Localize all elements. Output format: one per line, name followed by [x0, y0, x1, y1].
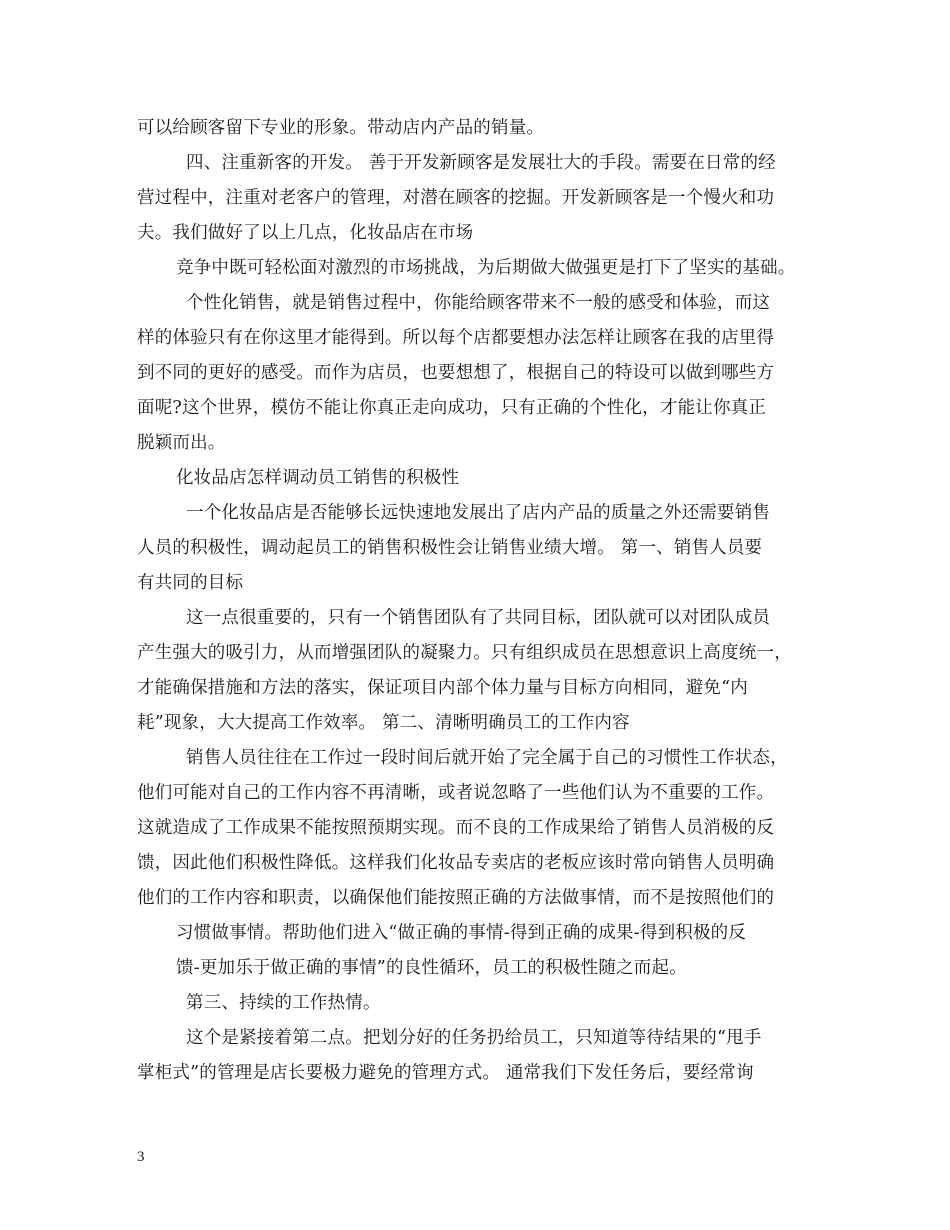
- text-line: 这一点很重要的，只有一个销售团队有了共同目标，团队就可以对团队成员: [186, 608, 771, 628]
- text-line: 脱颖而出。: [137, 433, 226, 453]
- text-line: 习惯做事情。帮助他们进入“做正确的事情-得到正确的成果-得到积极的反: [176, 923, 747, 943]
- text-line: 一个化妆品店是否能够长远快速地发展出了店内产品的质量之外还需要销售: [186, 503, 771, 523]
- text-line: 样的体验只有在你这里才能得到。所以每个店都要想办法怎样让顾客在我的店里得: [137, 328, 775, 348]
- text-line: 到不同的更好的感受。而作为店员，也要想想了，根据自己的特设可以做到哪些方: [137, 363, 775, 383]
- text-line: 人员的积极性，调动起员工的销售积极性会让销售业绩大增。 第一、销售人员要: [137, 538, 763, 558]
- text-line: 可以给顾客留下专业的形象。带动店内产品的销量。: [137, 118, 545, 138]
- text-line: 耗”现象，大大提高工作效率。 第二、清晰明确员工的工作内容: [137, 713, 630, 733]
- text-line: 销售人员往往在工作过一段时间后就开始了完全属于自己的习惯性工作状态，: [186, 748, 788, 768]
- text-line: 第三、持续的工作热情。: [186, 993, 381, 1013]
- text-line: 他们的工作内容和职责，以确保他们能按照正确的方法做事情，而不是按照他们的: [137, 888, 775, 908]
- text-line: 产生强大的吸引力，从而增强团队的凝聚力。只有组织成员在思想意识上高度统一，: [137, 643, 792, 663]
- text-line: 馈-更加乐于做正确的事情”的良性循环，员工的积极性随之而起。: [176, 958, 687, 978]
- text-line: 馈，因此他们积极性降低。这样我们化妆品专卖店的老板应该时常向销售人员明确: [137, 853, 775, 873]
- text-line: 个性化销售，就是销售过程中，你能给顾客带来不一般的感受和体验，而这: [186, 293, 771, 313]
- text-line: 这就造成了工作成果不能按照预期实现。而不良的工作成果给了销售人员消极的反: [137, 818, 775, 838]
- page-number: 3: [137, 1149, 145, 1165]
- text-line: 有共同的目标: [137, 573, 244, 593]
- text-line: 营过程中，注重对老客户的管理，对潜在顾客的挖掘。开发新顾客是一个慢火和功: [137, 188, 775, 208]
- section-heading: 化妆品店怎样调动员工销售的积极性: [176, 468, 460, 488]
- text-line: 四、注重新客的开发。 善于开发新顾客是发展壮大的手段。需要在日常的经: [186, 153, 776, 173]
- text-line: 夫。我们做好了以上几点，化妆品店在市场: [137, 223, 474, 243]
- text-line: 面呢?这个世界，模仿不能让你真正走向成功，只有正确的个性化，才能让你真正: [137, 398, 767, 418]
- text-line: 竞争中既可轻松面对激烈的市场挑战，为后期做大做强更是打下了坚实的基础。: [176, 258, 796, 278]
- text-line: 这个是紧接着第二点。把划分好的任务扔给员工，只知道等待结果的“甩手: [186, 1028, 762, 1048]
- text-line: 掌柜式”的管理是店长要极力避免的管理方式。 通常我们下发任务后，要经常询: [137, 1063, 754, 1083]
- text-line: 他们可能对自己的工作内容不再清晰，或者说忽略了一些他们认为不重要的工作。: [137, 783, 775, 803]
- text-line: 才能确保措施和方法的落实，保证项目内部个体力量与目标方向相同，避免“内: [137, 678, 748, 698]
